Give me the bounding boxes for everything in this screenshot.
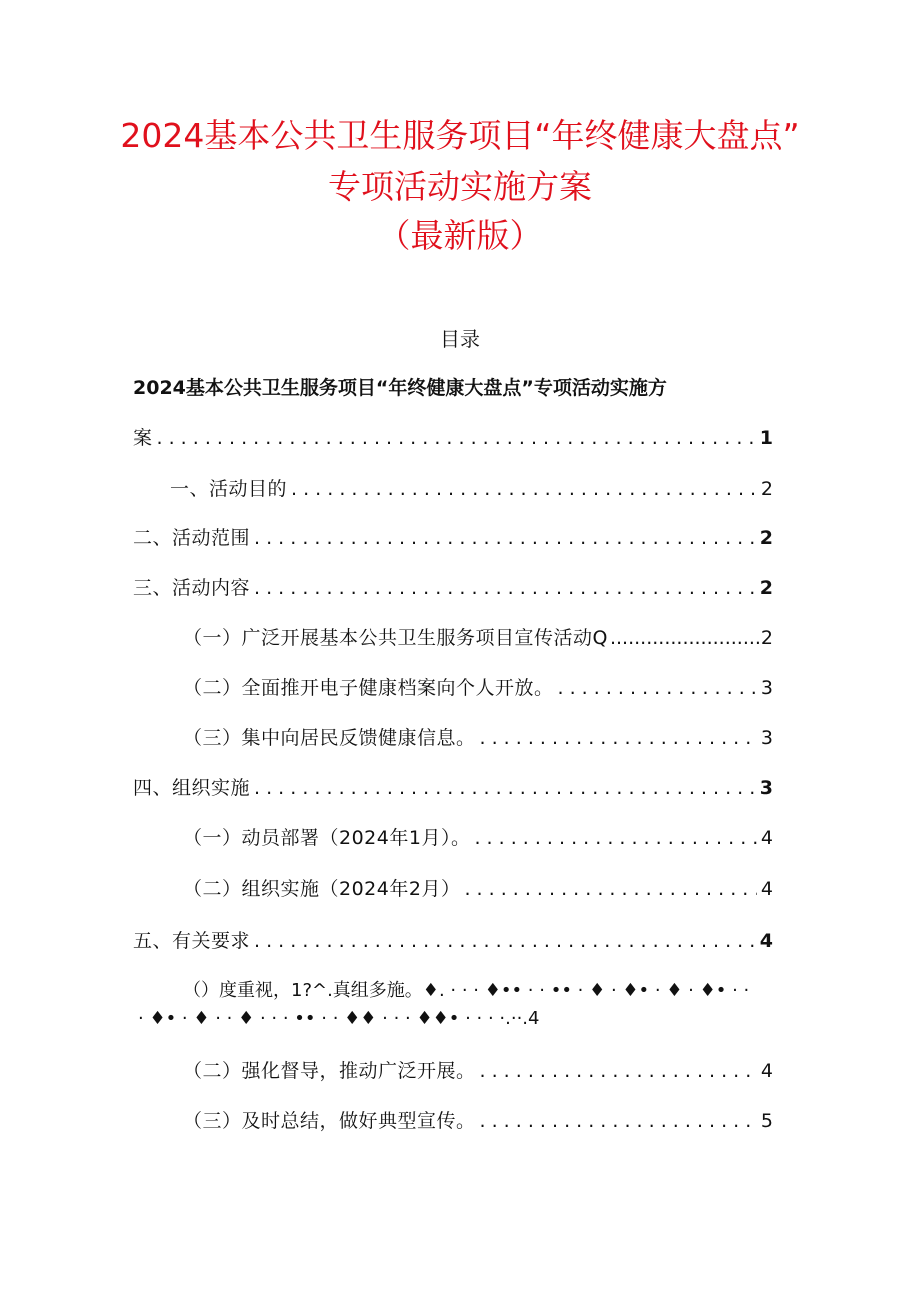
toc-entry-page: 2 <box>760 478 773 500</box>
toc-leader <box>254 775 756 801</box>
toc-entry[interactable] <box>183 725 773 751</box>
toc-entry[interactable] <box>133 525 773 551</box>
toc-heading: 目录 <box>440 327 480 351</box>
toc-leader <box>558 675 757 701</box>
toc-entry-page: 3 <box>760 727 773 749</box>
toc-leader <box>610 625 761 651</box>
toc-entry[interactable] <box>170 476 773 502</box>
toc-entry-garbled-line-2[interactable]: · ♦• · ♦ · · ♦ · · · •• · · ♦♦ · · · ♦♦• · · · ·.··.4 <box>138 1008 540 1029</box>
toc-entry[interactable] <box>183 825 773 851</box>
toc-entry-page: 1 <box>759 427 773 449</box>
toc-entry-label: 三、活动内容 <box>133 577 251 599</box>
toc-entry-label: （三）集中向居民反馈健康信息。 <box>183 727 476 749</box>
toc-entry-page: 4 <box>759 930 773 952</box>
document-title-line-2: 专项活动实施方案 <box>328 167 592 206</box>
toc-leader <box>480 725 757 751</box>
toc-entry-main[interactable] <box>133 425 773 451</box>
toc-entry-page: 3 <box>760 677 773 699</box>
toc-entry-label: （三）及时总结，做好典型宣传。 <box>183 1110 476 1132</box>
toc-entry-page: 2 <box>760 627 773 649</box>
toc-entry-page: 3 <box>759 777 773 799</box>
toc-entry-label: （一）动员部署（2024年1月）。 <box>183 827 471 849</box>
toc-entry[interactable] <box>183 625 773 651</box>
toc-entry[interactable] <box>183 1108 773 1134</box>
toc-leader <box>254 575 756 601</box>
toc-leader <box>480 1108 757 1134</box>
toc-entry-label: （二）强化督导，推动广泛开展。 <box>183 1060 476 1082</box>
toc-entry-label: 四、组织实施 <box>133 777 251 799</box>
toc-leader <box>254 525 756 551</box>
toc-entry-page: 4 <box>760 827 773 849</box>
toc-entry-label: 案 <box>133 427 153 449</box>
toc-leader <box>464 876 756 902</box>
toc-entry[interactable] <box>133 775 773 801</box>
document-title-line-3: （最新版） <box>377 216 543 255</box>
toc-entry-label: （二）全面推开电子健康档案向个人开放。 <box>183 677 554 699</box>
toc-leader <box>480 1058 757 1084</box>
toc-leader <box>291 476 757 502</box>
toc-leader <box>254 928 756 954</box>
toc-entry-page: 5 <box>760 1110 773 1132</box>
toc-main-title-line-1[interactable]: 2024基本公共卫生服务项目“年终健康大盘点”专项活动实施方 <box>133 377 667 399</box>
toc-entry-page: 4 <box>760 878 773 900</box>
toc-leader <box>474 825 756 851</box>
toc-entry[interactable] <box>183 876 773 902</box>
document-title-line-1: 2024基本公共卫生服务项目“年终健康大盘点” <box>120 116 800 155</box>
toc-entry-label: （一）广泛开展基本公共卫生服务项目宣传活动Q <box>183 627 608 649</box>
toc-entry[interactable] <box>183 675 773 701</box>
toc-entry-label: 二、活动范围 <box>133 527 251 549</box>
toc-entry-garbled-line-1[interactable]: （）度重视，1?^.真组多施。♦. · · · ♦•• · · •• · ♦ · ♦• · ♦ · ♦• · · <box>183 980 750 1001</box>
toc-entry-page: 2 <box>759 577 773 599</box>
toc-leader <box>157 425 756 451</box>
toc-entry[interactable] <box>183 1058 773 1084</box>
toc-entry[interactable] <box>133 928 773 954</box>
toc-entry-label: 一、活动目的 <box>170 478 288 500</box>
toc-entry-label: 五、有关要求 <box>133 930 251 952</box>
toc-entry-page: 2 <box>759 527 773 549</box>
toc-entry[interactable] <box>133 575 773 601</box>
toc-entry-page: 4 <box>760 1060 773 1082</box>
toc-entry-label: （二）组织实施（2024年2月） <box>183 878 461 900</box>
